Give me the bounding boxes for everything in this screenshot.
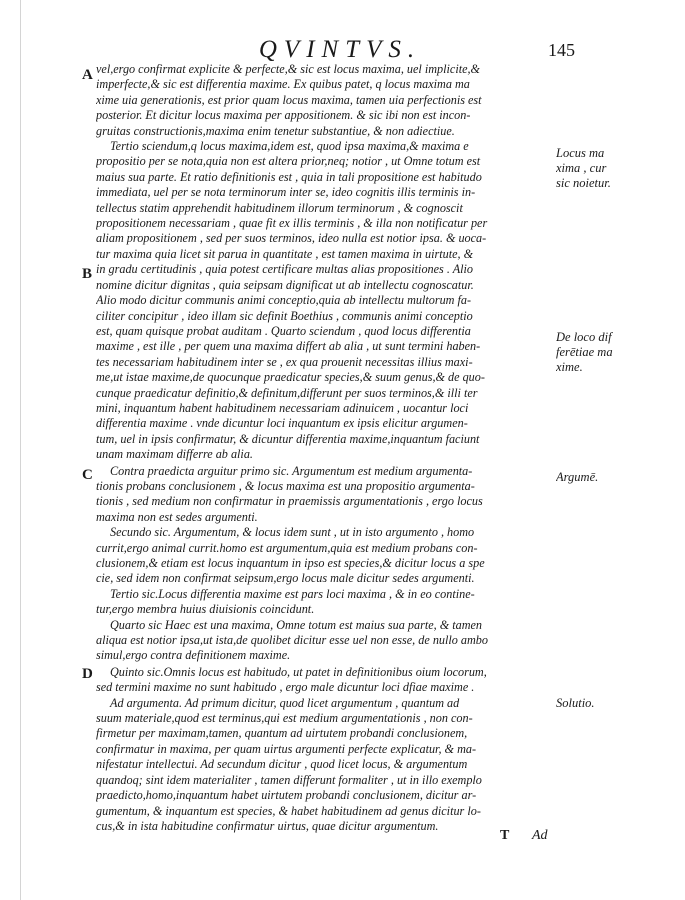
- marginal-line: Solutio.: [556, 696, 595, 710]
- text-line: firmetur per maximam,tamen, quantum ad uirtutem probandi conclusionem,: [96, 726, 468, 741]
- marginal-note-argumentum: [556, 470, 598, 485]
- text-line: aliqua est notior ipsa,ut ista,de quolibet dicitur esse uel non esse, de nullo ambo: [96, 633, 488, 648]
- text-line: tur maxima quia licet sit parua in quantitate , est tamen maxima in uirtute, &: [96, 246, 474, 261]
- marginal-line: ferētiae ma: [556, 345, 613, 359]
- marginal-line: Argumē.: [556, 470, 599, 484]
- text-line: Ad argumenta. Ad primum dicitur, quod licet argumentum , quantum ad: [110, 695, 460, 710]
- text-line: Secundo sic. Argumentum, & locus idem sunt , ut in isto argumento , homo: [110, 525, 475, 540]
- text-line: quandoq; sint idem materialiter , tamen differunt formaliter , ut in illo exemplo: [96, 772, 482, 787]
- text-line: cunque praedicatur definitio,& definitum,differunt per suos terminos,& illi ter: [96, 385, 478, 400]
- text-line: Quinto sic.Omnis locus est habitudo, ut patet in definitionibus oium locorum,: [110, 664, 487, 679]
- marginal-line: xime.: [556, 360, 583, 374]
- text-line: tum, uel in ipsis confirmatur, & dicuntur differentia maxime,inquantum faciunt: [96, 431, 480, 446]
- text-line: Tertio sic.Locus differentia maxime est pars loci maxima , & in eo contine-: [110, 586, 475, 601]
- text-line: cie, sed idem non confirmat seipsum,ergo locus male dicitur sedes argumenti.: [96, 571, 475, 586]
- text-line: xime uia generationis, est prior quam locus maxima, tamen uia perfectionis est: [96, 92, 482, 107]
- text-line: unam maximam differre ab alia.: [96, 447, 253, 462]
- marginal-note-locus: [556, 146, 611, 191]
- marginal-note-differentia: [556, 330, 613, 375]
- text-line: suum materiale,quod est terminus,qui est medium argumentationis , non con-: [96, 711, 473, 726]
- section-letter-d: D: [82, 666, 93, 682]
- text-line: propositio per se nota,quia non est altera prior,neq; notior , ut Omne totum est: [96, 154, 481, 169]
- text-line: tur,ergo membra huius diuisionis coincidunt.: [96, 602, 315, 617]
- text-line: simul,ergo contra definitionem maxime.: [96, 648, 291, 663]
- section-letter-c: C: [82, 467, 93, 483]
- text-line: Alio modo dicitur communis animi conceptio,quia ab intellectu multorum fa-: [96, 293, 472, 308]
- text-line: vel,ergo confirmat explicite & perfecte,& sic est locus maxima, uel implicite,&: [96, 62, 481, 76]
- text-line: cus,& in ista habitudine confirmatur uirtus, quae dicitur argumentum.: [96, 818, 439, 833]
- text-line: confirmatur in maxima, per quam uirtus argumenti perfecte explicatur, & ma-: [96, 741, 477, 756]
- text-line: propositionem necessariam , quae fit ex illis terminis , & illa non notificatur per: [96, 216, 488, 231]
- signature-mark: T: [500, 828, 510, 843]
- marginal-line: Locus ma: [556, 146, 605, 160]
- marginal-note-solutio: [556, 696, 595, 711]
- section-letter-a: A: [82, 67, 93, 83]
- catchword: Ad: [532, 828, 548, 843]
- text-line: immediata, uel per se nota terminorum inter se, ideo cognitis illis terminis in-: [96, 185, 476, 200]
- text-line: Quarto sic Haec est una maxima, Omne totum est maius sua parte, & tamen: [110, 617, 483, 632]
- gutter-shadow: [20, 0, 21, 900]
- text-line: nomine dicitur dignitas , quia seipsam dignificat ut ab intellectu cognoscatur.: [96, 277, 474, 292]
- text-line: gumentum, & inquantum est species, & habet habitudinem ad genus dicitur lo-: [96, 803, 481, 818]
- text-line: mini, inquantum habent habitudinem necessariam adinuicem , uocantur loci: [96, 400, 469, 415]
- text-line: nifestatur intellectui. Ad secundum dicitur , quod licet locus, & argumentum: [96, 757, 468, 772]
- text-line: tes necessariam habitudinem inter se , ex qua prouenit necessitas illius maxi-: [96, 354, 473, 369]
- text-line: ciliter concipitur , ideo illam sic definit Boethius , communis animi conceptio: [96, 308, 473, 323]
- text-line: Tertio sciendum,q locus maxima,idem est, quod ipsa maxima,& maxima e: [110, 139, 469, 154]
- text-line: differentia maxime . vnde dicuntur loci inquantum ex ipsis elicitur argumen-: [96, 416, 468, 431]
- marginal-line: sic noietur.: [556, 176, 611, 190]
- text-line: maxima non est sedes argumenti.: [96, 509, 258, 524]
- marginal-line: De loco dif: [556, 330, 612, 344]
- text-line: Contra praedicta arguitur primo sic. Argumentum est medium argumenta-: [110, 463, 473, 478]
- text-line: clusionem,& etiam est locus inquantum in ipso est species,& dicitur locus a spe: [96, 556, 485, 570]
- text-line: posterior. Et dicitur locus maxima per appositionem. & sic ibi non est incon-: [96, 108, 471, 123]
- text-line: maxime , est ille , per quem una maxima differt ab alia , ut sunt termini haben-: [96, 339, 481, 354]
- section-letter-b: B: [82, 266, 93, 282]
- page-number: 145: [548, 40, 575, 60]
- text-line: me,ut istae maxime,de quocunque praedicatur species,& suum genus,& de quo-: [96, 370, 485, 385]
- text-line: tionis , sed medium non confirmatur in praemissis argumentationis , ergo locus: [96, 494, 483, 509]
- text-line: praedicto,homo,inquantum habet uirtutem probandi conclusionem, dicitur ar-: [96, 788, 477, 803]
- text-line: aliam propositionem , sed per suos terminos, ideo nulla est notior ipsa. & uoca-: [96, 231, 487, 246]
- text-line: currit,ergo animal currit.homo est argumentum,quia est medium probans con-: [96, 540, 478, 555]
- text-line: gruitas constructionis,maxima enim tenetur substantiue, & non adiectiue.: [96, 123, 455, 138]
- text-line: in gradu certitudinis , quia potest certificare multas alias propositiones . Alio: [96, 262, 474, 277]
- main-text: [96, 62, 551, 834]
- text-line: est, quam quisque probat auditam . Quarto sciendum , quod locus differentia: [96, 323, 471, 338]
- text-line: imperfecte,& sic est differentia maxime. Ex quibus patet, q locus maxima ma: [96, 77, 470, 92]
- marginal-line: xima , cur: [556, 161, 607, 175]
- text-line: sed termini maxime no sunt habitudo , ergo male dicuntur loci dfiae maxime .: [96, 680, 475, 695]
- text-line: maius sua parte. Et ratio definitionis est , quia in tali propositione est habitudo: [96, 169, 482, 184]
- running-head: QVINTVS.: [258, 36, 422, 63]
- text-line: tellectus statim apprehendit habitudinem illorum terminorum , & cognoscit: [96, 200, 463, 215]
- text-line: tionis probans conclusionem , & locus maxima est una propositio argumenta-: [96, 478, 475, 493]
